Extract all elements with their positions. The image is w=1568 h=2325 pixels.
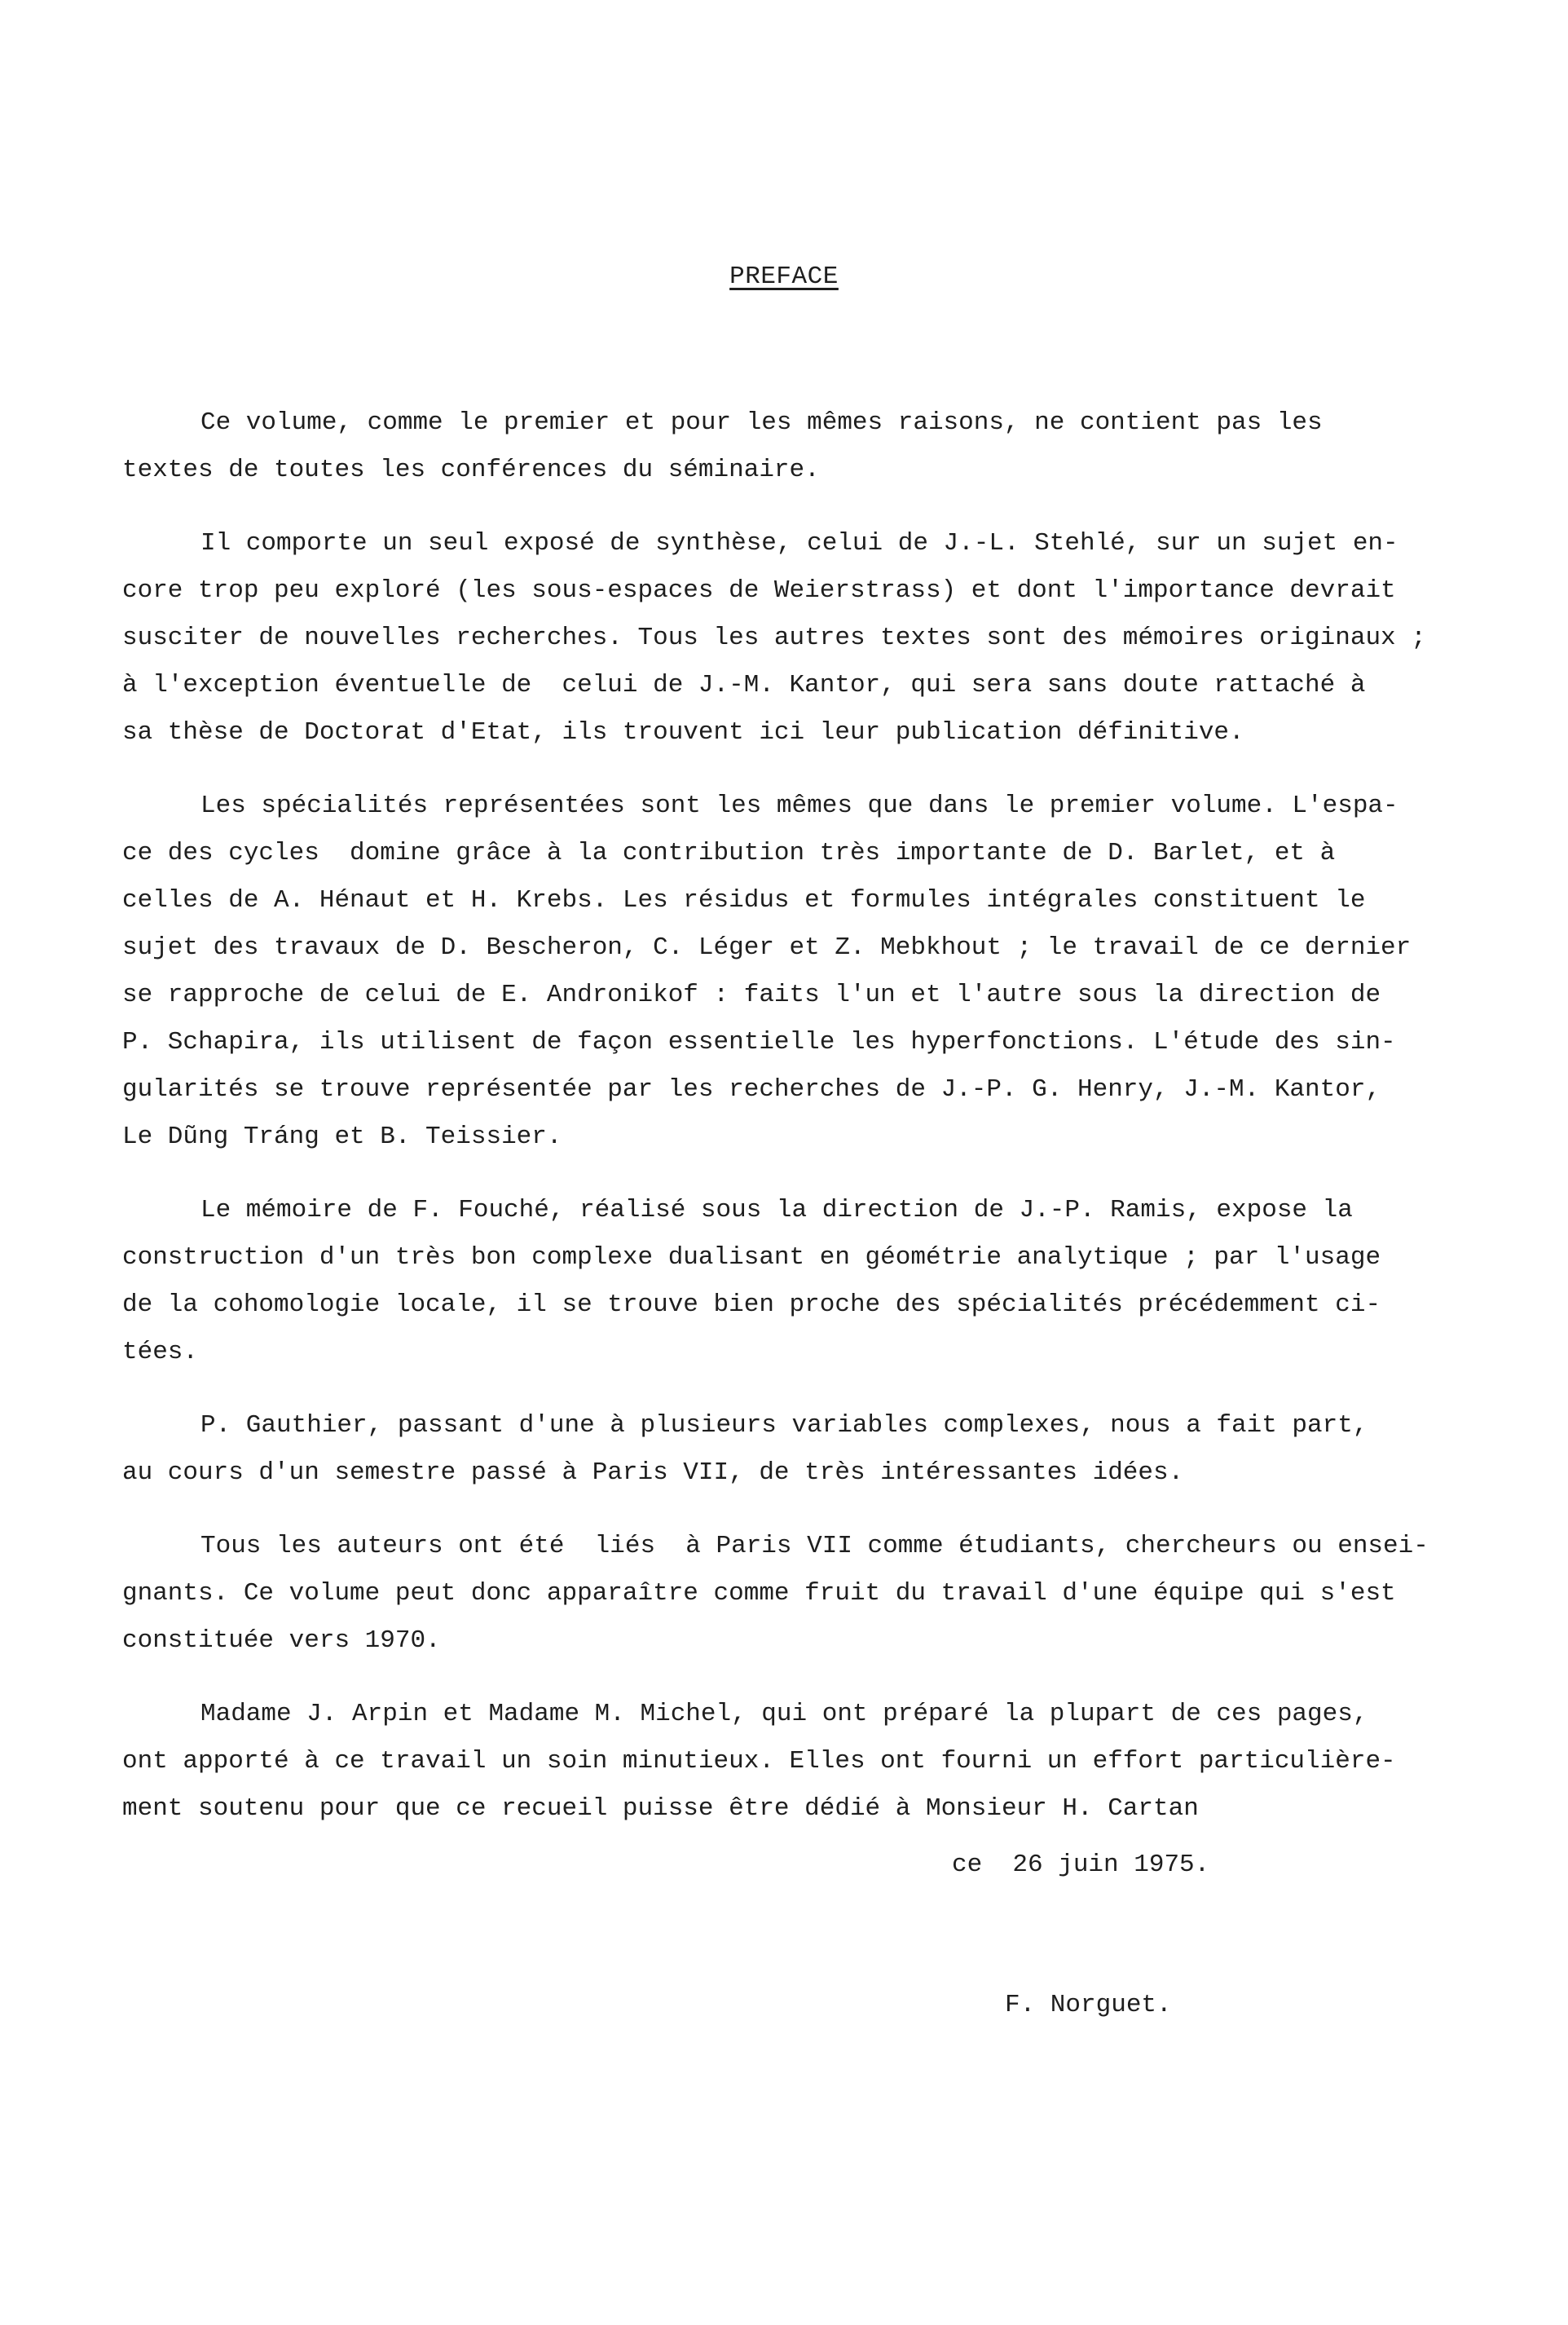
text-line: au cours d'un semestre passé à Paris VII, de très intéressantes idées. — [122, 1458, 1184, 1487]
paragraph — [122, 1187, 1451, 1376]
paragraph — [122, 520, 1451, 757]
text-line: P. Gauthier, passant d'une à plusieurs variables complexes, nous a fait part, — [200, 1411, 1368, 1440]
text-line: tées. — [122, 1338, 199, 1366]
text-line: Le mémoire de F. Fouché, réalisé sous la direction de J.-P. Ramis, expose la — [200, 1196, 1353, 1224]
text-line: Ce volume, comme le premier et pour les mêmes raisons, ne contient pas les — [200, 408, 1323, 437]
paragraph — [122, 399, 1451, 494]
text-line: à l'exception éventuelle de celui de J.-M. Kantor, qui sera sans doute rattaché à — [122, 671, 1366, 699]
paragraph — [122, 1523, 1451, 1665]
text-line: textes de toutes les conférences du séminaire. — [122, 456, 820, 484]
text-line: sa thèse de Doctorat d'Etat, ils trouvent ici leur publication définitive. — [122, 718, 1244, 747]
paragraph — [122, 1691, 1451, 1833]
text-line: Madame J. Arpin et Madame M. Michel, qui ont préparé la plupart de ces pages, — [200, 1700, 1368, 1728]
text-line: Le Dũng Tráng et B. Teissier. — [122, 1123, 562, 1151]
paragraph — [122, 1402, 1451, 1497]
text-line: de la cohomologie locale, il se trouve bien proche des spécialités précédemment ci- — [122, 1290, 1381, 1319]
text-line: Il comporte un seul exposé de synthèse, celui de J.-L. Stehlé, sur un sujet en- — [200, 529, 1398, 558]
preface-body — [122, 399, 1451, 1859]
page-title — [0, 262, 1568, 291]
signature: F. Norguet. — [1005, 1991, 1172, 2019]
text-line: sujet des travaux de D. Bescheron, C. Léger et Z. Mebkhout ; le travail de ce dernier — [122, 933, 1412, 962]
text-line: susciter de nouvelles recherches. Tous les autres textes sont des mémoires originaux ; — [122, 624, 1426, 652]
text-line: constituée vers 1970. — [122, 1626, 441, 1655]
text-line: celles de A. Hénaut et H. Krebs. Les résidus et formules intégrales constituent le — [122, 886, 1366, 915]
text-line: core trop peu exploré (les sous-espaces de Weierstrass) et dont l'importance devrait — [122, 576, 1396, 605]
text-line: gnants. Ce volume peut donc apparaître comme fruit du travail d'une équipe qui s'est — [122, 1579, 1396, 1608]
date-line: ce 26 juin 1975. — [952, 1851, 1210, 1879]
text-line: ce des cycles domine grâce à la contribution très importante de D. Barlet, et à — [122, 839, 1336, 867]
text-line: gularités se trouve représentée par les recherches de J.-P. G. Henry, J.-M. Kantor, — [122, 1075, 1381, 1104]
text-line: construction d'un très bon complexe dualisant en géométrie analytique ; par l'usage — [122, 1243, 1381, 1272]
text-line: P. Schapira, ils utilisent de façon essentielle les hyperfonctions. L'étude des sin- — [122, 1028, 1396, 1057]
paragraph — [122, 783, 1451, 1161]
text-line: ont apporté à ce travail un soin minutieux. Elles ont fourni un effort particulière- — [122, 1747, 1396, 1776]
text-line: ment soutenu pour que ce recueil puisse être dédié à Monsieur H. Cartan — [122, 1794, 1199, 1823]
text-line: Tous les auteurs ont été liés à Paris VII comme étudiants, chercheurs ou ensei- — [200, 1532, 1429, 1560]
text-line: Les spécialités représentées sont les mêmes que dans le premier volume. L'espa- — [200, 792, 1398, 820]
text-line: se rapproche de celui de E. Andronikof : faits l'un et l'autre sous la direction de — [122, 981, 1381, 1009]
page-title-text: PREFACE — [729, 262, 839, 291]
